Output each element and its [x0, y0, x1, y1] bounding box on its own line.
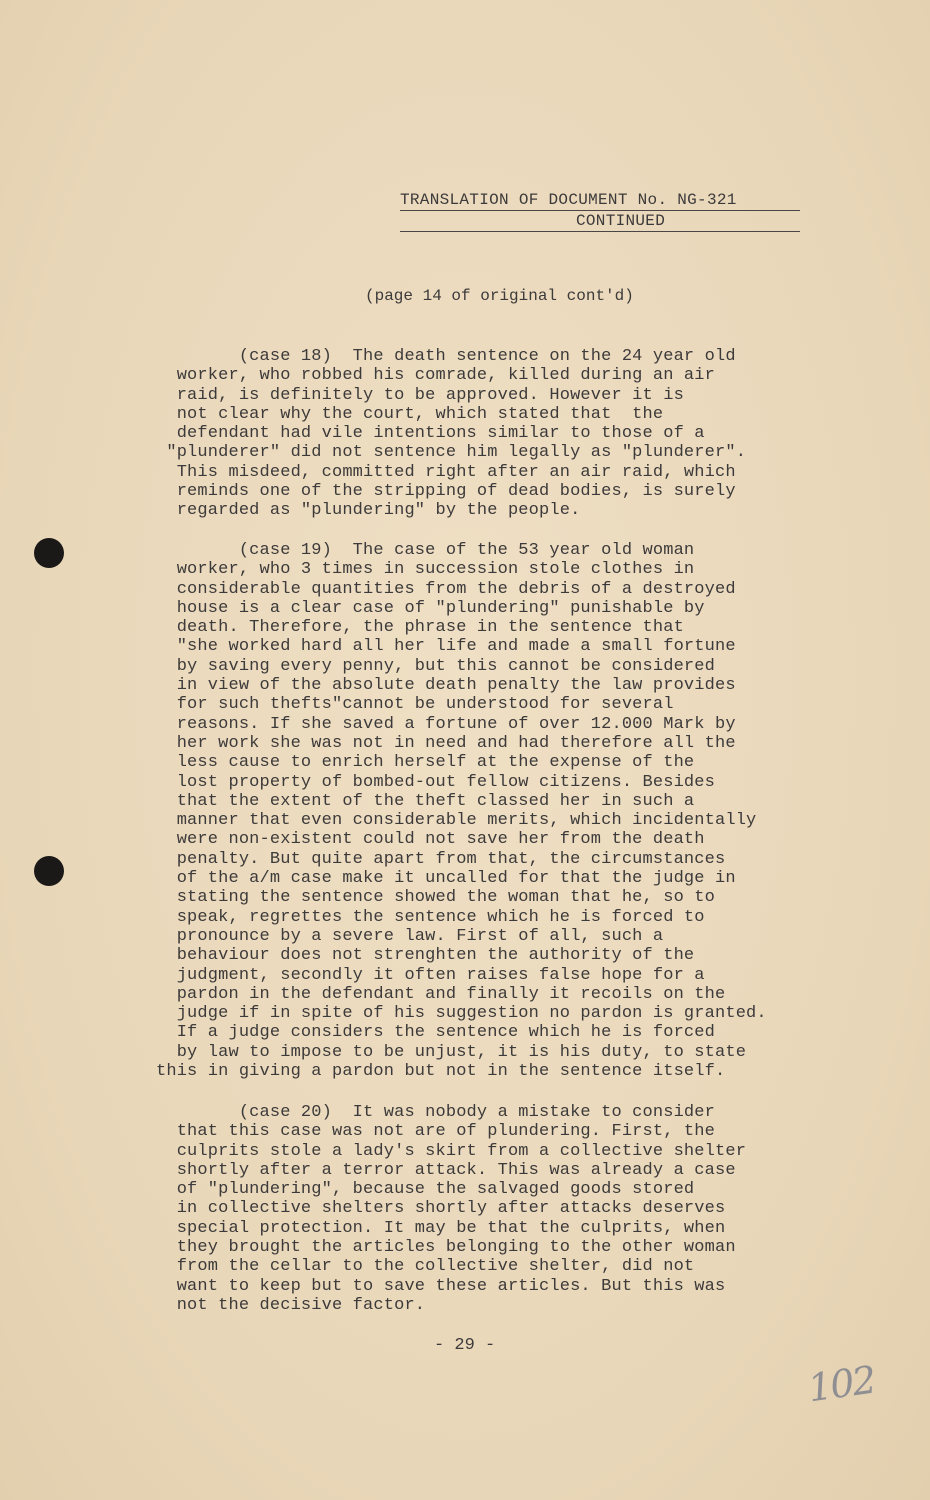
page-number: - 29 - [434, 1336, 496, 1355]
handwritten-stamp-number: 102 [805, 1357, 878, 1411]
paragraph-case-20: (case 20) It was nobody a mistake to consider that this case was not are of plundering. First, the culprits stole a lady's skirt from a collective shelter shortly after a terror attack. This was already a case of "plundering", because the salvaged goods stored in collective shelters shortly after attacks deserves special protection. It may be that the culprits, when they brought the articles belonging to the other woman from the cellar to the collective shelter, did not want to keep but to save these articles. But this was not the decisive factor. [176, 1103, 747, 1315]
header-continued: CONTINUED [400, 211, 800, 232]
punch-hole-top [34, 538, 64, 568]
document-header [400, 190, 800, 232]
header-title: TRANSLATION OF DOCUMENT No. NG-321 [400, 190, 800, 211]
paragraph-case-18: (case 18) The death sentence on the 24 year old worker, who robbed his comrade, killed during an air raid, is definitely to be approved. However it is not clear why the court, which stated that the defendant had vile intentions similar to those of a "plunderer" did not sentence him legally as "plunderer". This misdeed, committed right after an air raid, which reminds one of the stripping of dead bodies, is surely regarded as "plundering" by the people. [166, 347, 747, 521]
page-subheading: (page 14 of original cont'd) [365, 287, 634, 305]
paragraph-case-19: (case 19) The case of the 53 year old woman worker, who 3 times in succession stole clothes in considerable quantities from the debris of a destroyed house is a clear case of "plundering" punishable by death. Therefore, the phrase in the sentence that "she worked hard all her life and made a small fortune by saving every penny, but this cannot be considered in view of the absolute death penalty the law provides for such thefts"cannot be understood for several reasons. If she saved a fortune of over 12.000 Mark by her work she was not in need and had therefore all the less cause to enrich herself at the expense of the lost property of bombed-out fellow citizens. Besides that the extent of the theft classed her in such a manner that even considerable merits, which incidentally were non-existent could not save her from the death penalty. But quite apart from that, the circumstances of the a/m case make it uncalled for that the judge in stating the sentence showed the woman that he, so to speak, regrettes the sentence which he is forced to pronounce by a severe law. First of all, such a behaviour does not strenghten the authority of the judgment, secondly it often raises false hope for a pardon in the defendant and finally it recoils on the judge if in spite of his suggestion no pardon is granted. If a judge considers the sentence which he is forced by law to impose to be unjust, it is his duty, to state this in giving a pardon but not in the sentence itself. [156, 541, 767, 1082]
punch-hole-bottom [34, 856, 64, 886]
